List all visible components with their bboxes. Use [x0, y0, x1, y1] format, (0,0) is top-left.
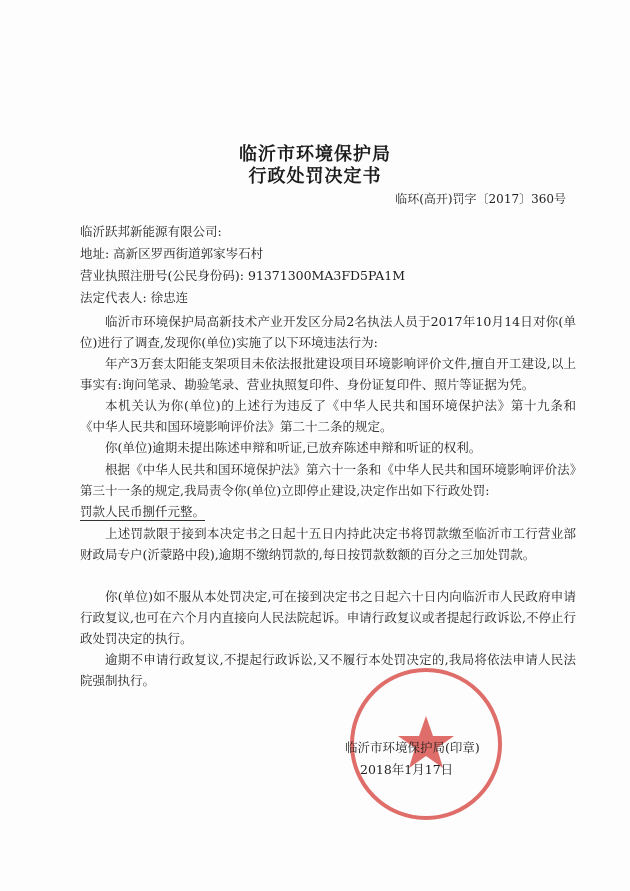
party-legal-rep: 法定代表人: 徐忠连	[80, 290, 189, 305]
document-title: 临沂市环境保护局	[239, 144, 391, 165]
paragraph-hearing-waiver: 你(单位)逾期未提出陈述申辩和听证,已放弃陈述申辩和听证的权利。	[105, 440, 482, 455]
party-license: 营业执照注册号(公民身份码): 91371300MA3FD5PA1M	[80, 268, 406, 283]
party-address: 地址: 高新区罗西街道郭家岑石村	[80, 246, 264, 261]
penalty-fine-amount: 罚款人民币捌仟元整。	[80, 504, 206, 519]
paragraph-payment-terms: 上述罚款限于接到本决定书之日起十五日内持此决定书将罚款缴至临沂市工行营业部财政局专户(沂蒙路中段),逾期不缴纳罚款的,每日按罚款数额的百分之三加处罚款。	[80, 526, 576, 562]
paragraph-enforcement: 逾期不申请行政复议,不提起行政诉讼,又不履行本处罚决定的,我局将依法申请人民法院强制执行。	[80, 652, 576, 688]
document-subtitle: 行政处罚决定书	[248, 166, 382, 187]
issue-date: 2018年1月17日	[360, 762, 454, 777]
paragraph-legal-basis: 本机关认为你(单位)的上述行为违反了《中华人民共和国环境保护法》第十九条和《中华人民共和国环境影响评价法》第二十二条的规定。	[80, 398, 576, 434]
paragraph-violation-facts: 年产3万套太阳能支架项目未依法报批建设项目环境影响评价文件,擅自开工建设,以上事实有:询问笔录、勘验笔录、营业执照复印件、身份证复印件、照片等证据为凭。	[80, 356, 576, 392]
penalty-basis: 根据《中华人民共和国环境保护法》第六十一条和《中华人民共和国环境影响评价法》第三十一条的规定,我局责令你(单位)立即停止建设,决定作出如下行政处罚:	[80, 462, 576, 498]
paragraph-appeal-rights: 你(单位)如不服从本处罚决定,可在接到决定书之日起六十日内向临沂市人民政府申请行政复议,也可在六个月内直接向人民法院起诉。申请行政复议或者提起行政诉讼,不停止行政处罚决定的执行。	[80, 589, 576, 646]
penalty-fine-line	[80, 501, 576, 522]
document-number: 临环(高开)罚字〔2017〕360号	[395, 192, 566, 206]
issuer-signature: 临沂市环境保护局(印章)	[345, 740, 480, 755]
paragraph-penalty-decision	[80, 459, 576, 522]
party-name: 临沂跃邦新能源有限公司:	[80, 224, 222, 239]
paragraph-investigation: 临沂市环境保护局高新技术产业开发区分局2名执法人员于2017年10月14日对你(单位)进行了调查,发现你(单位)实施了以下环境违法行为:	[80, 314, 576, 350]
